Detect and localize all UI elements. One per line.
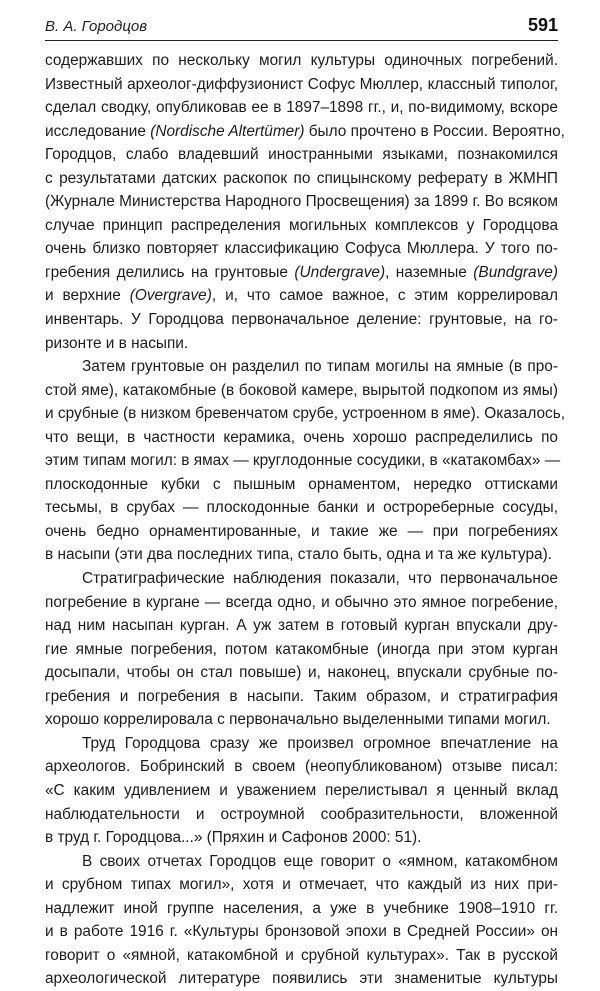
paragraph (45, 49, 565, 355)
running-head-author: В. А. Городцов (45, 18, 148, 35)
text-line: хорошо коррелировала с первоначально выделенными типами могил. (45, 711, 551, 729)
text-line: Известный археолог-диффузионист Софус Мюллер, классный типолог, (45, 75, 558, 93)
text-line: гребения делились на грунтовые (Undergrave), наземные (Bundgrave) (45, 263, 558, 281)
text-line: гие ямные погребения, потом катакомбные (иногда при этом курган (45, 640, 558, 658)
text-line: надлежит иной группе населения, а уже в учебнике 1908–1910 гг. (45, 899, 558, 917)
text-line: археологической литературе появились эти знаменитые культуры (45, 970, 558, 988)
text-line: В своих отчетах Городцов еще говорит о «ямном, катакомбном (82, 852, 558, 870)
text-line: стой яме), катакомбные (в боковой камере, вырытой подкопом из ямы) (45, 381, 558, 399)
text-line: и в работе 1916 г. «Культуры бронзовой эпохи в Средней России» он (45, 923, 558, 941)
text-line: плоскодонные кубки с пышным орнаментом, нередко оттисками (45, 475, 558, 493)
text-line: инвентарь. У Городцова первоначальное деление: грунтовые, на го- (45, 311, 558, 329)
text-line: досыпали, чтобы он стал повыше) и, наконец, впускали срубные по- (45, 664, 558, 682)
paragraph (45, 567, 558, 732)
text-line: содержавших по нескольку могил культуры одиночных погребений. (45, 52, 558, 69)
text-line: гребения и погребения в насыпи. Таким образом, и стратиграфия (45, 687, 558, 705)
text-line: этим типам могил: в ямах — круглодонные сосудики, в «катакомбах» — (45, 452, 561, 470)
paragraph (45, 355, 566, 567)
text-line: и срубном типах могил», хотя и отмечает, что каждый из них при- (45, 876, 558, 894)
text-line: ризонте и в насыпи. (45, 334, 189, 352)
text-line: (Журнале Министерства Народного Просвещения) за 1899 г. Во всяком (45, 193, 558, 211)
page-number: 591 (527, 15, 558, 35)
text-line: очень бедно орнаментированные, и такие же — при погребениях (45, 522, 558, 540)
text-line: сделал сводку, опубликовав ее в 1897–1898 гг., и, по-видимому, вскоре (45, 99, 558, 117)
text-line: в труд г. Городцова...» (Пряхин и Сафонов 2000: 51). (45, 829, 422, 847)
text-line: наблюдательности и остроумной сообразительности, вложенной (45, 805, 558, 823)
text-line: и верхние (Overgrave), и, что самое важное, с этим коррелировал (45, 287, 558, 305)
text-line: над ним насыпан курган. А уж затем в готовый курган впускали дру- (45, 617, 558, 635)
text-line: погребение в кургане — всегда одно, и обычно это ямное погребение, (45, 593, 558, 611)
paragraph (45, 732, 558, 850)
text-line: случае принцип распределения могильных комплексов у Городцова (45, 216, 558, 234)
text-line: Стратиграфические наблюдения показали, что первоначальное (82, 570, 558, 588)
text-line: с результатами датских раскопок по спицынскому реферату в ЖМНП (45, 169, 558, 187)
text-line: археологов. Бобринский в своем (неопубликованом) отзыве писал: (45, 758, 558, 776)
text-line: Труд Городцова сразу же произвел огромное впечатление на (82, 734, 558, 752)
text-line: Затем грунтовые он разделил по типам могилы на ямные (в про- (82, 358, 558, 376)
text-line: тесьмы, в срубах — плоскодонные банки и острореберные сосуды, (45, 499, 558, 517)
text-line: «С каким удивлением и уважением перелистывал я ценный вклад (45, 781, 558, 799)
body-text (45, 49, 566, 991)
text-line: очень близко повторяет классификацию Софуса Мюллера. У того по- (45, 240, 558, 258)
paragraph (45, 850, 558, 991)
page-header (45, 14, 558, 41)
text-line: Городцов, слабо владевший иностранными языками, познакомился (45, 146, 558, 164)
text-line: говорит о «ямной, катакомбной и срубной культурах». Так в русской (45, 946, 558, 964)
text-line: исследование (Nordische Altertümer) было прочтено в России. Вероятно, (45, 122, 565, 140)
text-line: в насыпи (эти два последних типа, стало быть, одна и та же культура). (45, 546, 552, 564)
text-line: что вещи, в частности керамика, очень хорошо распределились по (45, 428, 558, 446)
text-line: и срубные (в низком бревенчатом срубе, устроенном в яме). Оказалось, (45, 405, 566, 423)
